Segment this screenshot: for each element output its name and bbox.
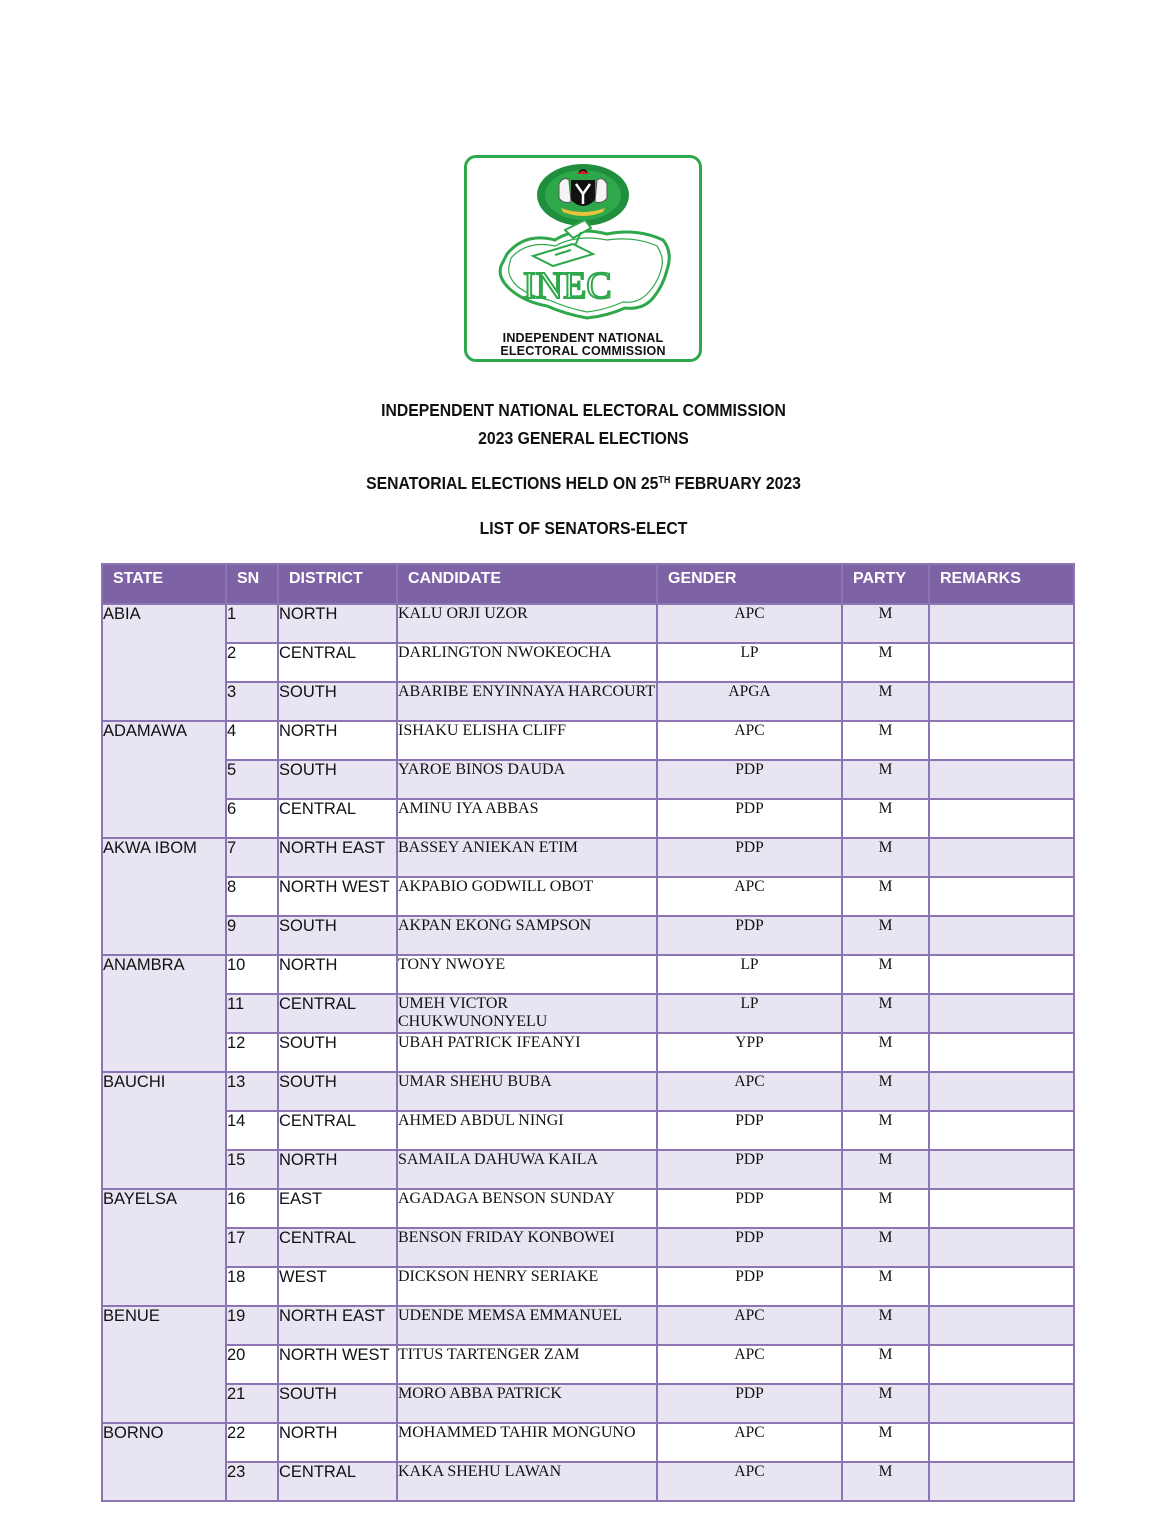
table-row	[102, 1228, 1074, 1267]
cell-sn: 6	[226, 799, 278, 838]
table-row	[102, 799, 1074, 838]
cell-gender: APC	[657, 1345, 842, 1384]
cell-district: NORTH	[278, 721, 397, 760]
cell-candidate: ISHAKU ELISHA CLIFF	[397, 721, 657, 760]
cell-party: M	[842, 1345, 929, 1384]
cell-sn: 11	[226, 994, 278, 1033]
heading-held-on	[58, 473, 1108, 494]
coat-of-arms-and-map-icon	[467, 158, 699, 359]
cell-gender: LP	[657, 994, 842, 1033]
cell-sn: 3	[226, 682, 278, 721]
col-header-state: STATE	[102, 564, 226, 604]
cell-party: M	[842, 1462, 929, 1501]
cell-gender: LP	[657, 955, 842, 994]
table-row	[102, 1423, 1074, 1462]
cell-gender: APC	[657, 604, 842, 643]
table-row	[102, 721, 1074, 760]
cell-sn: 17	[226, 1228, 278, 1267]
cell-district: NORTH	[278, 955, 397, 994]
senators-table	[101, 563, 1075, 1502]
cell-party: M	[842, 604, 929, 643]
table-header-row	[102, 564, 1074, 604]
cell-party: M	[842, 721, 929, 760]
cell-gender: PDP	[657, 916, 842, 955]
cell-gender: PDP	[657, 838, 842, 877]
cell-party: M	[842, 1111, 929, 1150]
cell-remarks	[929, 643, 1074, 682]
cell-district: CENTRAL	[278, 799, 397, 838]
cell-district: NORTH	[278, 1423, 397, 1462]
cell-district: NORTH EAST	[278, 838, 397, 877]
cell-candidate: ABARIBE ENYINNAYA HARCOURT	[397, 682, 657, 721]
cell-party: M	[842, 682, 929, 721]
cell-candidate: MORO ABBA PATRICK	[397, 1384, 657, 1423]
cell-party: M	[842, 1072, 929, 1111]
cell-gender: PDP	[657, 1111, 842, 1150]
table-row	[102, 1345, 1074, 1384]
heading-org: INDEPENDENT NATIONAL ELECTORAL COMMISSION	[381, 400, 786, 420]
cell-party: M	[842, 994, 929, 1033]
held-sup: TH	[658, 475, 671, 486]
table-row	[102, 1072, 1074, 1111]
cell-gender: PDP	[657, 1267, 842, 1306]
cell-remarks	[929, 955, 1074, 994]
cell-district: CENTRAL	[278, 1111, 397, 1150]
held-suffix: FEBRUARY 2023	[670, 473, 801, 493]
cell-state: BENUE	[102, 1306, 226, 1423]
cell-party: M	[842, 1423, 929, 1462]
cell-district: WEST	[278, 1267, 397, 1306]
cell-state: ADAMAWA	[102, 721, 226, 838]
cell-remarks	[929, 916, 1074, 955]
table-row	[102, 682, 1074, 721]
cell-gender: LP	[657, 643, 842, 682]
cell-candidate: YAROE BINOS DAUDA	[397, 760, 657, 799]
cell-remarks	[929, 1306, 1074, 1345]
cell-candidate: AKPAN EKONG SAMPSON	[397, 916, 657, 955]
cell-remarks	[929, 1462, 1074, 1501]
cell-remarks	[929, 682, 1074, 721]
cell-district: CENTRAL	[278, 1228, 397, 1267]
cell-candidate: TITUS TARTENGER ZAM	[397, 1345, 657, 1384]
cell-gender: PDP	[657, 1189, 842, 1228]
cell-sn: 1	[226, 604, 278, 643]
cell-party: M	[842, 1150, 929, 1189]
cell-remarks	[929, 838, 1074, 877]
held-prefix: SENATORIAL ELECTIONS HELD ON 25	[366, 473, 659, 493]
cell-gender: PDP	[657, 1228, 842, 1267]
cell-district: SOUTH	[278, 1072, 397, 1111]
cell-party: M	[842, 760, 929, 799]
cell-sn: 22	[226, 1423, 278, 1462]
cell-remarks	[929, 1150, 1074, 1189]
cell-gender: APC	[657, 1306, 842, 1345]
cell-remarks	[929, 877, 1074, 916]
cell-sn: 15	[226, 1150, 278, 1189]
col-header-remarks: REMARKS	[929, 564, 1074, 604]
table-row	[102, 1462, 1074, 1501]
cell-party: M	[842, 1384, 929, 1423]
table-row	[102, 1033, 1074, 1072]
cell-state: BORNO	[102, 1423, 226, 1501]
cell-remarks	[929, 1345, 1074, 1384]
logo-caption-line1: INDEPENDENT NATIONAL	[502, 331, 664, 345]
cell-district: CENTRAL	[278, 994, 397, 1033]
table-row	[102, 877, 1074, 916]
cell-district: NORTH	[278, 1150, 397, 1189]
cell-sn: 18	[226, 1267, 278, 1306]
cell-candidate: DICKSON HENRY SERIAKE	[397, 1267, 657, 1306]
cell-sn: 16	[226, 1189, 278, 1228]
cell-gender: PDP	[657, 1384, 842, 1423]
cell-sn: 9	[226, 916, 278, 955]
cell-remarks	[929, 760, 1074, 799]
cell-district: SOUTH	[278, 916, 397, 955]
cell-candidate: UMEH VICTOR CHUKWUNONYELU	[397, 994, 657, 1033]
table-row	[102, 916, 1074, 955]
table-row	[102, 643, 1074, 682]
table-row	[102, 604, 1074, 643]
cell-candidate: AGADAGA BENSON SUNDAY	[397, 1189, 657, 1228]
cell-sn: 10	[226, 955, 278, 994]
cell-sn: 19	[226, 1306, 278, 1345]
cell-state: BAYELSA	[102, 1189, 226, 1306]
cell-candidate: KAKA SHEHU LAWAN	[397, 1462, 657, 1501]
cell-district: NORTH WEST	[278, 877, 397, 916]
cell-district: SOUTH	[278, 760, 397, 799]
cell-remarks	[929, 1033, 1074, 1072]
svg-text:INEC: INEC	[523, 265, 612, 307]
cell-district: NORTH WEST	[278, 1345, 397, 1384]
cell-remarks	[929, 1072, 1074, 1111]
cell-candidate: SAMAILA DAHUWA KAILA	[397, 1150, 657, 1189]
cell-sn: 13	[226, 1072, 278, 1111]
table-row	[102, 1150, 1074, 1189]
col-header-district: DISTRICT	[278, 564, 397, 604]
cell-sn: 8	[226, 877, 278, 916]
cell-candidate: TONY NWOYE	[397, 955, 657, 994]
cell-remarks	[929, 604, 1074, 643]
cell-remarks	[929, 1228, 1074, 1267]
table-row	[102, 760, 1074, 799]
table-row	[102, 1189, 1074, 1228]
cell-sn: 4	[226, 721, 278, 760]
heading-list-title: LIST OF SENATORS-ELECT	[479, 518, 688, 538]
cell-sn: 14	[226, 1111, 278, 1150]
cell-party: M	[842, 838, 929, 877]
cell-district: SOUTH	[278, 682, 397, 721]
cell-candidate: BENSON FRIDAY KONBOWEI	[397, 1228, 657, 1267]
cell-district: SOUTH	[278, 1033, 397, 1072]
cell-remarks	[929, 721, 1074, 760]
cell-remarks	[929, 994, 1074, 1033]
cell-sn: 7	[226, 838, 278, 877]
cell-district: NORTH EAST	[278, 1306, 397, 1345]
cell-party: M	[842, 1189, 929, 1228]
logo-caption-line2: ELECTORAL COMMISSION	[500, 344, 666, 358]
cell-state: BAUCHI	[102, 1072, 226, 1189]
cell-candidate: KALU ORJI UZOR	[397, 604, 657, 643]
cell-candidate: AKPABIO GODWILL OBOT	[397, 877, 657, 916]
cell-remarks	[929, 799, 1074, 838]
table-row	[102, 1306, 1074, 1345]
heading-election: 2023 GENERAL ELECTIONS	[478, 428, 689, 448]
cell-party: M	[842, 1267, 929, 1306]
cell-party: M	[842, 1228, 929, 1267]
cell-remarks	[929, 1267, 1074, 1306]
cell-candidate: MOHAMMED TAHIR MONGUNO	[397, 1423, 657, 1462]
cell-remarks	[929, 1111, 1074, 1150]
table-row	[102, 1384, 1074, 1423]
cell-sn: 21	[226, 1384, 278, 1423]
cell-candidate: DARLINGTON NWOKEOCHA	[397, 643, 657, 682]
cell-gender: APC	[657, 877, 842, 916]
cell-gender: APC	[657, 1072, 842, 1111]
cell-district: NORTH	[278, 604, 397, 643]
cell-gender: PDP	[657, 760, 842, 799]
col-header-gender: GENDER	[657, 564, 842, 604]
cell-party: M	[842, 955, 929, 994]
cell-gender: APC	[657, 1462, 842, 1501]
cell-party: M	[842, 916, 929, 955]
cell-sn: 12	[226, 1033, 278, 1072]
cell-remarks	[929, 1384, 1074, 1423]
cell-sn: 20	[226, 1345, 278, 1384]
cell-state: ANAMBRA	[102, 955, 226, 1072]
table-row	[102, 955, 1074, 994]
cell-state: AKWA IBOM	[102, 838, 226, 955]
table-row	[102, 1267, 1074, 1306]
cell-party: M	[842, 1306, 929, 1345]
cell-party: M	[842, 1033, 929, 1072]
cell-district: CENTRAL	[278, 643, 397, 682]
cell-party: M	[842, 643, 929, 682]
cell-party: M	[842, 799, 929, 838]
cell-gender: YPP	[657, 1033, 842, 1072]
table-row	[102, 994, 1074, 1033]
cell-candidate: UDENDE MEMSA EMMANUEL	[397, 1306, 657, 1345]
cell-gender: APGA	[657, 682, 842, 721]
cell-district: EAST	[278, 1189, 397, 1228]
cell-sn: 2	[226, 643, 278, 682]
cell-sn: 5	[226, 760, 278, 799]
cell-party: M	[842, 877, 929, 916]
table-row	[102, 1111, 1074, 1150]
table-row	[102, 838, 1074, 877]
cell-candidate: AHMED ABDUL NINGI	[397, 1111, 657, 1150]
cell-candidate: UBAH PATRICK IFEANYI	[397, 1033, 657, 1072]
cell-gender: APC	[657, 721, 842, 760]
cell-state: ABIA	[102, 604, 226, 721]
inec-logo	[464, 155, 702, 362]
cell-sn: 23	[226, 1462, 278, 1501]
col-header-candidate: CANDIDATE	[397, 564, 657, 604]
cell-district: CENTRAL	[278, 1462, 397, 1501]
cell-district: SOUTH	[278, 1384, 397, 1423]
cell-gender: PDP	[657, 1150, 842, 1189]
col-header-party: PARTY	[842, 564, 929, 604]
cell-candidate: BASSEY ANIEKAN ETIM	[397, 838, 657, 877]
cell-candidate: AMINU IYA ABBAS	[397, 799, 657, 838]
cell-remarks	[929, 1423, 1074, 1462]
col-header-sn: SN	[226, 564, 278, 604]
cell-gender: APC	[657, 1423, 842, 1462]
cell-remarks	[929, 1189, 1074, 1228]
cell-candidate: UMAR SHEHU BUBA	[397, 1072, 657, 1111]
cell-gender: PDP	[657, 799, 842, 838]
